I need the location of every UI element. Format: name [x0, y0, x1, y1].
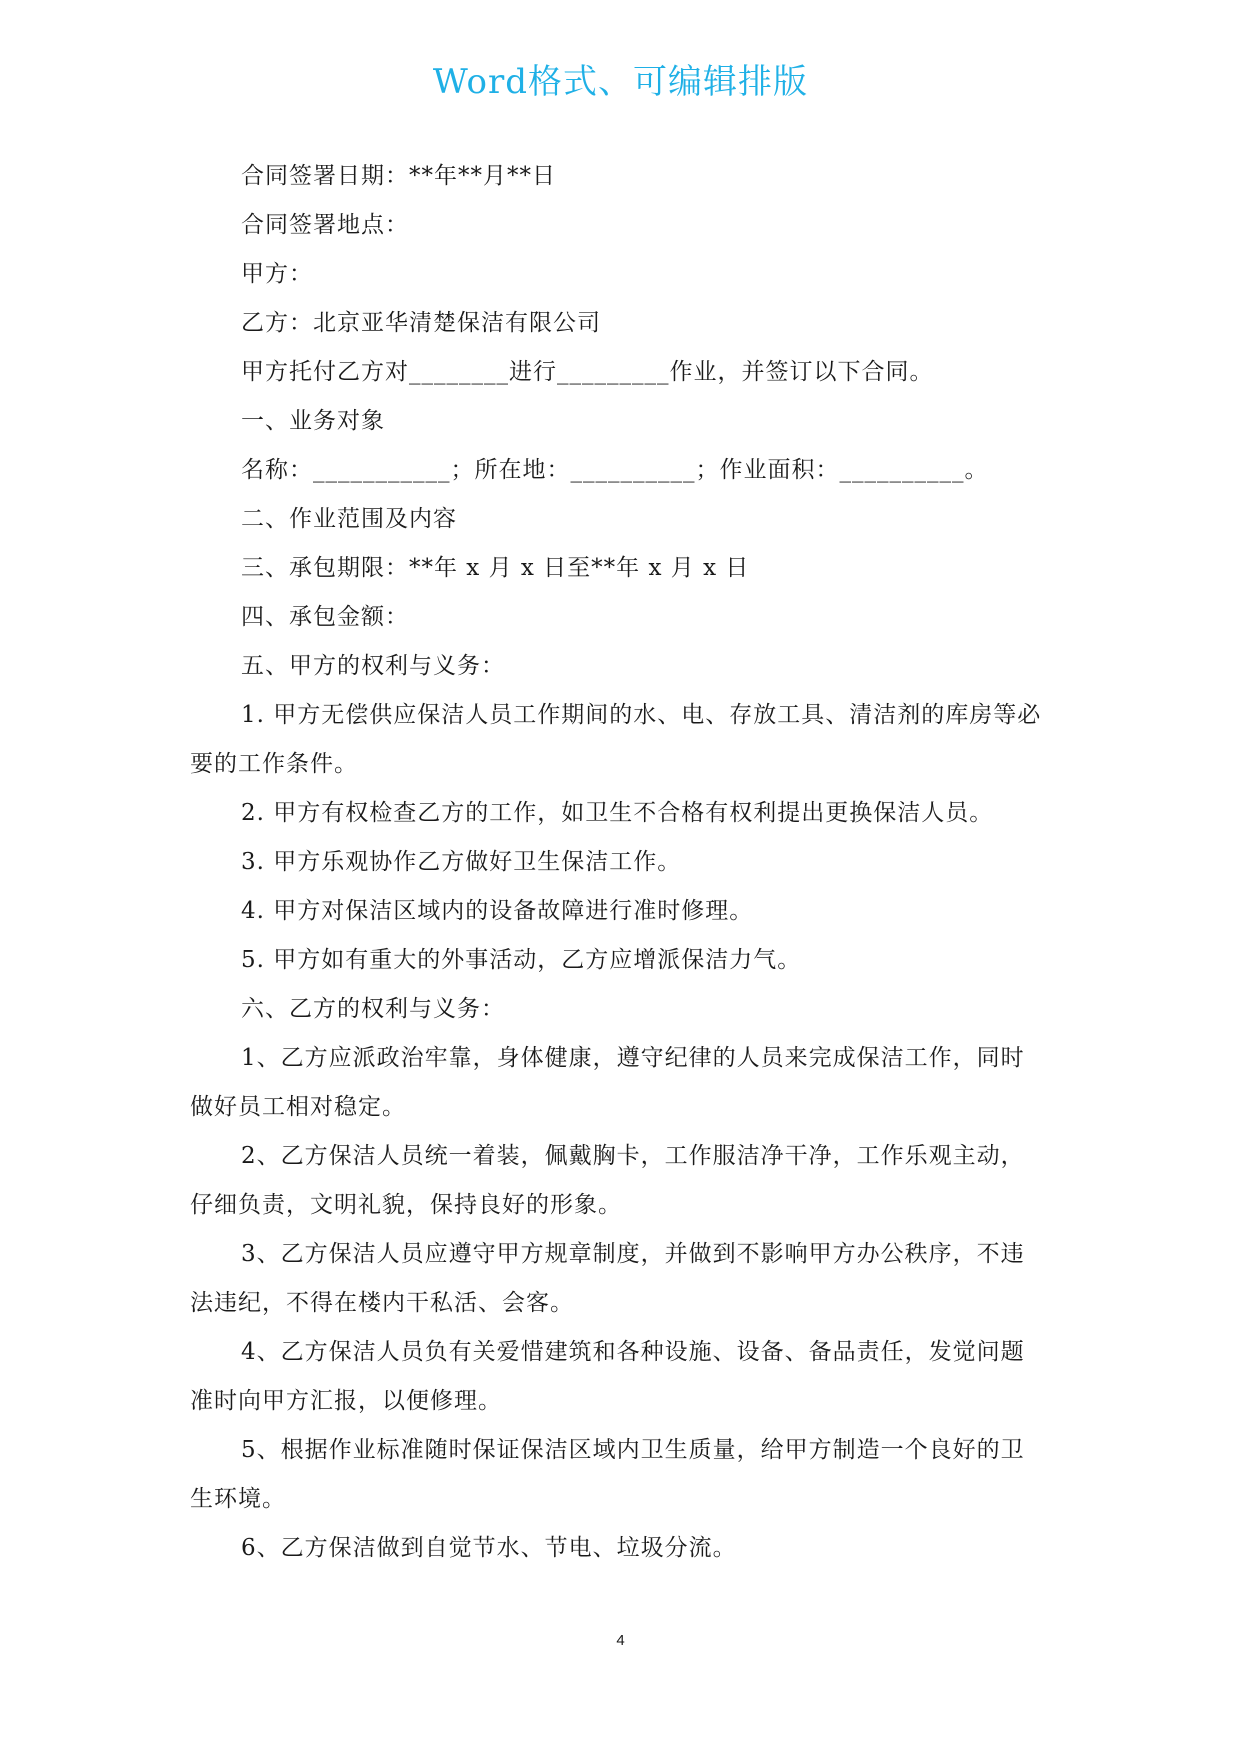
- section-heading-1: 一、业务对象: [241, 408, 385, 434]
- party-b-item: [190, 1034, 1054, 1132]
- section-heading-6: 六、乙方的权利与义务：: [241, 996, 505, 1022]
- party-b-item: [190, 1524, 1054, 1573]
- contract-sign-date: 合同签署日期：**年**月**日: [241, 163, 556, 189]
- paragraph-line: 3、乙方保洁人员应遵守甲方规章制度，并做到不影响甲方办公秩序，不违: [241, 1241, 1025, 1267]
- paragraph-line: 6、乙方保洁做到自觉节水、节电、垃圾分流。: [241, 1535, 737, 1561]
- section-heading-3: 三、承包期限：**年 x 月 x 日至**年 x 月 x 日: [241, 555, 750, 581]
- party-a: 甲方：: [241, 261, 313, 287]
- paragraph-continuation: 准时向甲方汇报，以便修理。: [190, 1388, 502, 1414]
- contract-intro: 甲方托付乙方对________进行_________作业，并签订以下合同。: [241, 359, 934, 385]
- party-b-item: [190, 1132, 1054, 1230]
- section-heading-4: 四、承包金额：: [241, 604, 409, 630]
- party-a-item: [190, 691, 1054, 789]
- party-b: 乙方：北京亚华清楚保洁有限公司: [241, 310, 601, 336]
- paragraph-line: 1. 甲方无偿供应保洁人员工作期间的水、电、存放工具、清洁剂的库房等必: [241, 702, 1042, 728]
- paragraph-continuation: 生环境。: [190, 1486, 286, 1512]
- paragraph-continuation: 要的工作条件。: [190, 751, 358, 777]
- party-b-item: [190, 1426, 1054, 1524]
- contract-sign-place: 合同签署地点：: [241, 212, 409, 238]
- paragraph-continuation: 法违纪，不得在楼内干私活、会客。: [190, 1290, 574, 1316]
- paragraph-line: 4. 甲方对保洁区域内的设备故障进行准时修理。: [241, 898, 754, 924]
- business-object-fields: 名称：___________；所在地：__________；作业面积：__________。: [241, 457, 989, 483]
- party-b-item: [190, 1230, 1054, 1328]
- paragraph-continuation: 做好员工相对稳定。: [190, 1094, 406, 1120]
- party-a-item: [190, 887, 1054, 936]
- section-heading-2: 二、作业范围及内容: [241, 506, 457, 532]
- document-body: [190, 152, 1054, 1573]
- section-heading-5: 五、甲方的权利与义务：: [241, 653, 505, 679]
- party-a-item: [190, 838, 1054, 887]
- paragraph-continuation: 仔细负责，文明礼貌，保持良好的形象。: [190, 1192, 622, 1218]
- paragraph-line: 5、根据作业标准随时保证保洁区域内卫生质量，给甲方制造一个良好的卫: [241, 1437, 1025, 1463]
- party-b-item: [190, 1328, 1054, 1426]
- party-a-item: [190, 789, 1054, 838]
- party-a-item: [190, 936, 1054, 985]
- paragraph-line: 3. 甲方乐观协作乙方做好卫生保洁工作。: [241, 849, 682, 875]
- paragraph-line: 2、乙方保洁人员统一着装，佩戴胸卡，工作服洁净干净，工作乐观主动，: [241, 1143, 1025, 1169]
- paragraph-line: 5. 甲方如有重大的外事活动，乙方应增派保洁力气。: [241, 947, 802, 973]
- paragraph-line: 4、乙方保洁人员负有关爱惜建筑和各种设施、设备、备品责任，发觉问题: [241, 1339, 1025, 1365]
- page-number: 4: [616, 1632, 625, 1649]
- paragraph-line: 2. 甲方有权检查乙方的工作，如卫生不合格有权利提出更换保洁人员。: [241, 800, 994, 826]
- paragraph-line: 1、乙方应派政治牢靠，身体健康，遵守纪律的人员来完成保洁工作，同时: [241, 1045, 1025, 1071]
- header-title: Word格式、可编辑排版: [432, 62, 809, 102]
